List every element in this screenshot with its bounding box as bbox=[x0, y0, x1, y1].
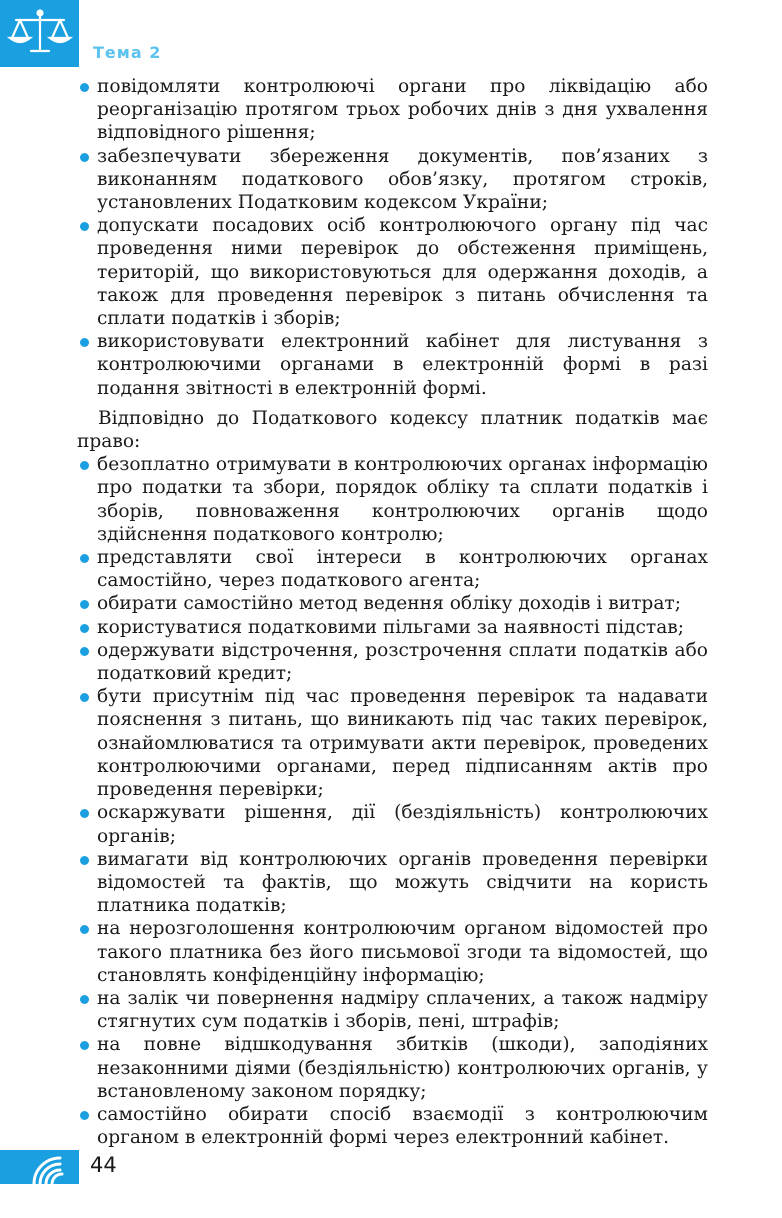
list-item bbox=[77, 330, 708, 400]
header-corner-block bbox=[0, 0, 79, 67]
scales-icon bbox=[0, 0, 79, 67]
bullet-icon bbox=[80, 153, 89, 162]
list-item bbox=[77, 917, 708, 987]
obligations-list bbox=[77, 75, 708, 400]
bullet-icon bbox=[80, 995, 89, 1004]
rights-list bbox=[77, 453, 708, 1149]
list-item bbox=[77, 145, 708, 215]
page-number: 44 bbox=[90, 1153, 117, 1177]
bullet-icon bbox=[80, 338, 89, 347]
list-item bbox=[77, 616, 708, 639]
list-item bbox=[77, 1033, 708, 1103]
bullet-icon bbox=[80, 693, 89, 702]
bullet-icon bbox=[80, 1111, 89, 1120]
bullet-icon bbox=[80, 856, 89, 865]
list-item bbox=[77, 639, 708, 685]
bullet-icon bbox=[80, 461, 89, 470]
topic-label: Тема 2 bbox=[93, 43, 162, 62]
list-item-text: одержувати відстрочення, розстрочення сплати податків або податковий кредит; bbox=[97, 639, 708, 685]
bullet-icon bbox=[80, 624, 89, 633]
rights-intro-paragraph: Відповідно до Податкового кодексу платник податків має право: bbox=[77, 407, 708, 453]
list-item-text: представляти свої інтереси в контролюючих органах самостійно, через податкового агента; bbox=[97, 547, 708, 592]
list-item bbox=[77, 592, 708, 615]
list-item-text: безоплатно отримувати в контролюючих органах інформацію про податки та збори, порядок обліку та сплати податків і зборів, повноваження контролюючих органів щодо здійснення податкового контролю; bbox=[97, 454, 708, 545]
list-item-text: забезпечувати збереження документів, пов’язаних з виконанням податкового обов’язку, протягом строків, установлених Податковим кодексом України; bbox=[97, 145, 708, 214]
list-item-text: допускати посадових осіб контролюючого органу під час проведення ними перевірок до обстеження приміщень, територій, що використовуються для одержання доходів, а також для проведення перевірок з питань обчислення та сплати податків і зборів; bbox=[97, 215, 708, 330]
list-item bbox=[77, 685, 708, 801]
list-item-text: на нерозголошення контролюючим органом відомостей про такого платника без його письмової згоди та відомостей, що становлять конфіденційну інформацію; bbox=[97, 918, 708, 986]
bullet-icon bbox=[80, 925, 89, 934]
list-item-text: оскаржувати рішення, дії (бездіяльність) контролюючих органів; bbox=[97, 802, 708, 847]
list-item-text: обирати самостійно метод ведення обліку доходів і витрат; bbox=[97, 593, 681, 615]
bullet-icon bbox=[80, 554, 89, 563]
list-item bbox=[77, 214, 708, 330]
list-item-text: на повне відшкодування збитків (шкоди), заподіяних незаконними діями (бездіяльністю) контролюючих органів, у встановленому законом порядку; bbox=[97, 1034, 708, 1102]
list-item-text: на залік чи повернення надміру сплачених, а також надміру стягнутих сум податків і зборів, пені, штрафів; bbox=[97, 987, 708, 1033]
list-item bbox=[77, 848, 708, 918]
list-item-text: користуватися податковими пільгами за наявності підстав; bbox=[97, 616, 685, 638]
list-item-text: повідомляти контролюючі органи про ліквідацію або реорганізацію протягом трьох робочих днів з дня ухвалення відповідного рішення; bbox=[97, 76, 708, 144]
list-item-text: бути присутнім під час проведення перевірок та надавати пояснення з питань, що виникають під час таких перевірок, ознайомлюватися та отримувати акти перевірок, проведених контролюючими органами, перед підписанням актів про проведення перевірки; bbox=[97, 686, 708, 801]
list-item bbox=[77, 987, 708, 1033]
bullet-icon bbox=[80, 809, 89, 818]
bullet-icon bbox=[80, 83, 89, 92]
page-content bbox=[77, 75, 708, 1149]
list-item bbox=[77, 453, 708, 546]
list-item bbox=[77, 546, 708, 592]
list-item bbox=[77, 75, 708, 145]
list-item-text: вимагати від контролюючих органів проведення перевірки відомостей та фактів, що можуть свідчити на користь платника податків; bbox=[97, 848, 708, 917]
list-item-text: використовувати електронний кабінет для листування з контролюючими органами в електронній формі в разі подання звітності в електронній формі. bbox=[97, 331, 708, 399]
list-item bbox=[77, 1103, 708, 1149]
list-item bbox=[77, 801, 708, 847]
bullet-icon bbox=[80, 222, 89, 231]
bullet-icon bbox=[80, 600, 89, 609]
footer-bar bbox=[0, 1150, 79, 1184]
bullet-icon bbox=[80, 647, 89, 656]
list-item-text: самостійно обирати спосіб взаємодії з контролюючим органом в електронній формі через електронний кабінет. bbox=[97, 1103, 708, 1149]
bullet-icon bbox=[80, 1041, 89, 1050]
signal-arcs-icon bbox=[0, 1150, 79, 1184]
